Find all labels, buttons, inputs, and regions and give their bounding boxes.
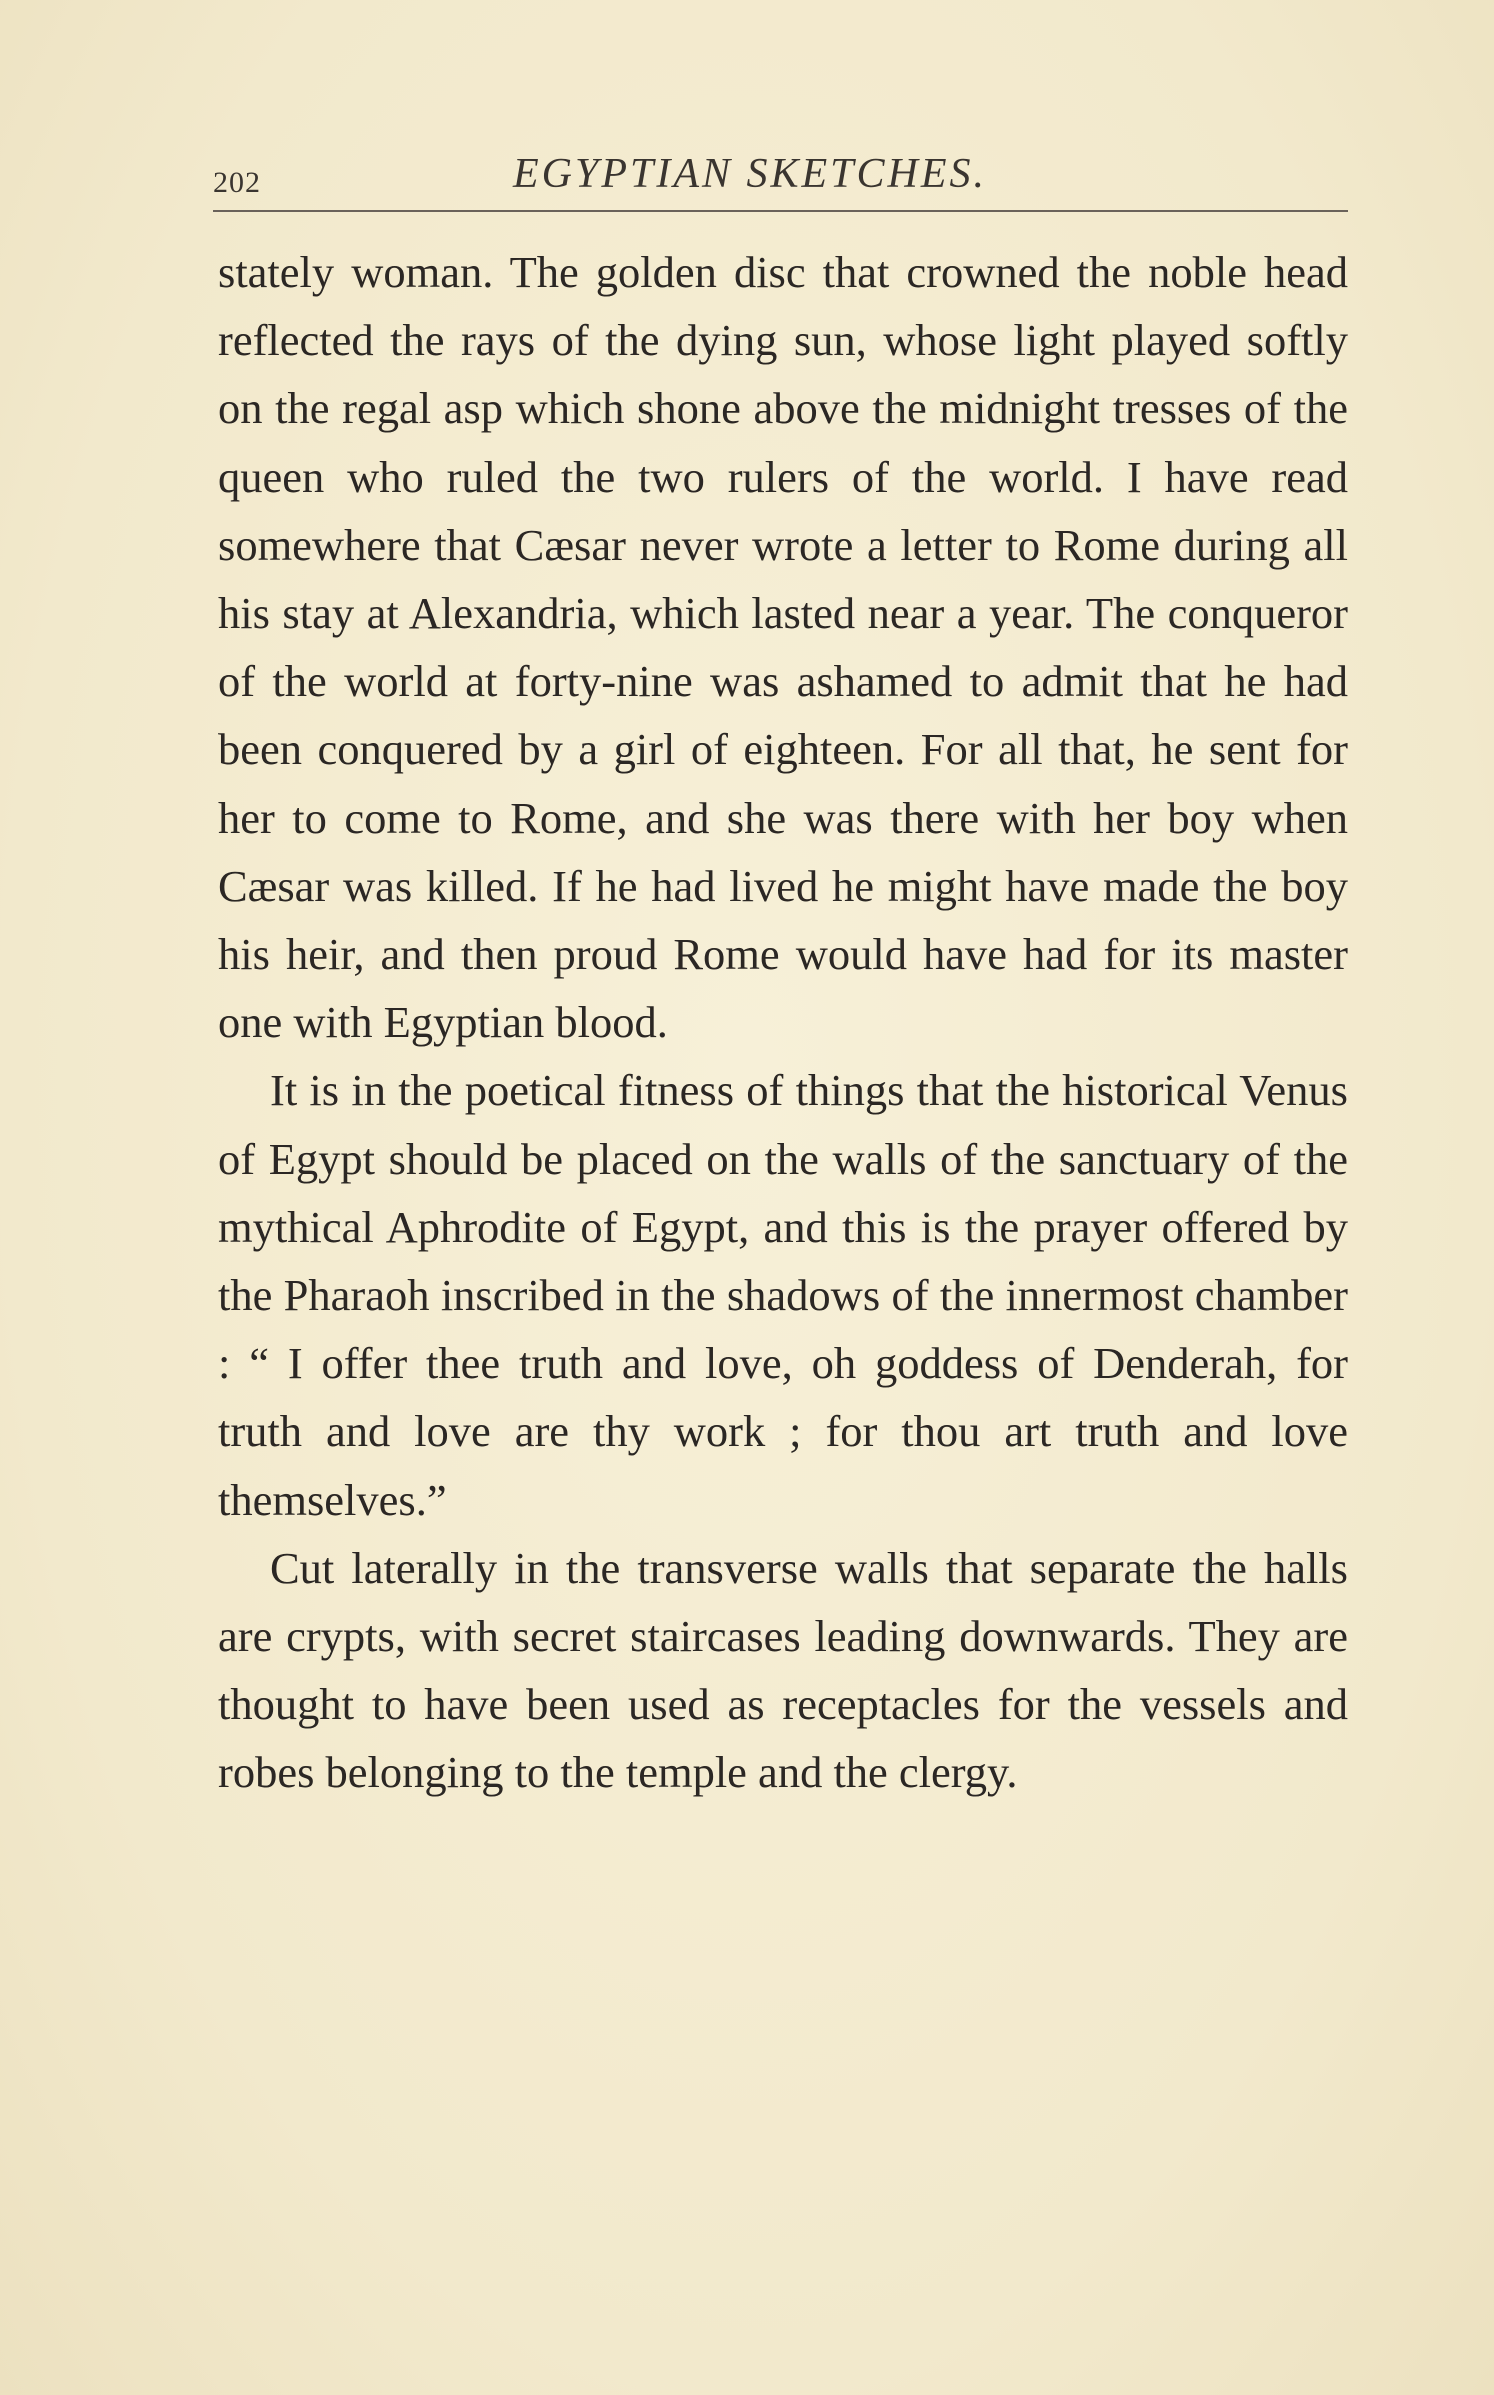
paragraph-continued: stately woman. The golden disc that crowned the noble head reflected the rays of the dying sun, whose light played softly on the regal asp which shone above the midnight tresses of the queen who ruled the two rulers of the world. I have read somewhere that Cæsar never wrote a letter to Rome during all his stay at Alexandria, which lasted near a year. The conqueror of the world at forty-nine was ashamed to admit that he had been conquered by a girl of eighteen. For all that, he sent for her to come to Rome, and she was there with her boy when Cæsar was killed. If he had lived he might have made the boy his heir, and then proud Rome would have had for its master one with Egyptian blood. bbox=[218, 247, 1348, 1048]
body-text bbox=[218, 238, 1348, 1807]
paragraph-venus: It is in the poetical fitness of things that the historical Venus of Egypt should be placed on the walls of the sanctuary of the mythical Aphrodite of Egypt, and this is the prayer offered by the Pharaoh inscribed in the shadows of the innermost chamber : “ I offer thee truth and love, oh goddess of Denderah, for truth and love are thy work ; for thou art truth and love themselves.” bbox=[218, 1065, 1348, 1525]
page-header bbox=[213, 148, 1348, 208]
header-rule bbox=[213, 210, 1348, 212]
running-title: EGYPTIAN SKETCHES. bbox=[513, 151, 988, 197]
paragraph-crypts: Cut laterally in the transverse walls that separate the halls are crypts, with secret staircases leading downwards. They are thought to have been used as receptacles for the vessels and robes belonging to the temple and the clergy. bbox=[218, 1542, 1348, 1798]
page-number: 202 bbox=[213, 166, 261, 199]
